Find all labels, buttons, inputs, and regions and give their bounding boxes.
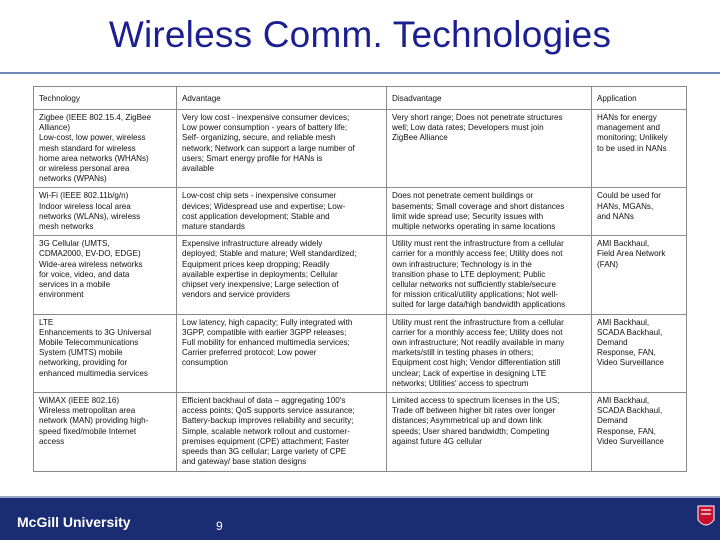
cell-text-line: SCADA Backhaul, [597,406,663,416]
cell-text-line: Carrier preferred protocol; Low power [182,348,317,358]
cell-text-line: Utility must rent the infrastructure from a cellular [392,317,564,327]
cell-text-line: distances; Asymmetrical up and down link [392,416,542,426]
table-cell-disadvantage [387,314,592,392]
header-disadvantage: Disadvantage [387,87,592,110]
cell-text-line: mesh networks [39,222,94,232]
cell-text-line: Utility must rent the infrastructure from a cellular [392,239,564,249]
cell-text-line: AMI Backhaul, [597,239,650,249]
cell-text-line: Efficient backhaul of data – aggregating 100's [182,396,346,406]
table-header-row [34,87,687,110]
cell-text-line: available [182,164,214,174]
cell-text-line: Low latency, high capacity; Fully integrated with [182,317,353,327]
university-crest-icon [692,498,720,540]
cell-text-line: transition phase to LTE deployment; Public [392,269,546,279]
cell-text-line: monitoring; Unlikely [597,133,668,143]
table-cell-application [592,236,687,314]
cell-text-line: Very low cost - inexpensive consumer devices; [182,113,350,122]
cell-text-line: Indoor wireless local area [39,201,131,211]
cell-text-line: suited for large data/high bandwidth applications [392,300,566,310]
cell-text-line: environment [39,290,84,300]
cell-text-line: and gateway/ base station designs [182,457,307,467]
table-cell-technology [34,393,177,471]
cell-text-line: enhanced multimedia services [39,368,148,378]
cell-text-line: Wide-area wireless networks [39,259,143,269]
table-cell-disadvantage [387,393,592,471]
table-cell-application [592,314,687,392]
cell-text-line: networks (WPANs) [39,174,107,184]
cell-text-line: own infrastructure; Technology is in the [392,259,532,269]
cell-text-line: access points; QoS supports service assurance; [182,406,355,416]
cell-text-line: Demand [597,416,628,426]
cell-text-line: cost application development; Stable and [182,211,330,221]
table-row [34,236,687,314]
cell-text-line: multiple networks operating in same locations [392,222,556,232]
table-cell-technology [34,188,177,236]
cell-text-line: Response, FAN, [597,426,656,436]
table-cell-advantage [177,236,387,314]
cell-text-line: Demand [597,338,628,348]
cell-text-line: Limited access to spectrum licenses in the US; [392,396,560,406]
cell-text-line: Alliance) [39,123,71,133]
cell-text-line: Equipment prices keep dropping; Readily [182,259,330,269]
table-cell-application [592,393,687,471]
cell-text-line: System (UMTS) mobile [39,348,123,358]
cell-text-line: mature standards [182,222,245,232]
cell-text-line: Video Surveillance [597,436,664,446]
cell-text-line: deployed; Stable and mature; Well standardized; [182,249,357,259]
cell-text-line: Could be used for [597,191,661,201]
cell-text-line: Self- organizing, secure, and reliable mesh [182,133,336,143]
slide-title: Wireless Comm. Technologies [108,14,612,55]
cell-text-line: ZigBee Alliance [392,133,448,143]
cell-text-line: Battery-backup improves reliability and security; [182,416,354,426]
cell-text-line: or wireless personal area [39,164,130,174]
cell-text-line: Wi-Fi (IEEE 802.11b/g/n) [39,191,129,201]
cell-text-line: network (MAN) providing high- [39,416,149,426]
cell-text-line: Simple, scalable network rollout and customer- [182,426,350,436]
cell-text-line: Low power consumption - years of battery life; [182,123,348,133]
cell-text-line: for mission critical/utility applications; Not well- [392,290,558,300]
header-technology: Technology [34,87,177,110]
cell-text-line: (FAN) [597,259,619,269]
header-application: Application [592,87,687,110]
table-cell-technology [34,314,177,392]
cell-text-line: markets/still in testing phases in others; [392,348,534,358]
cell-text-line: chipset very inexpensive; Large selection of [182,280,339,290]
cell-text-line: AMI Backhaul, [597,396,650,406]
table-cell-technology [34,236,177,314]
cell-text-line: Response, FAN, [597,348,656,358]
cell-text-line: to be used in NANs [597,143,667,153]
cell-text-line: Mobile Telecommunications [39,338,139,348]
cell-text-line: networks; Utilities' access to spectrum [392,378,529,388]
cell-text-line: Equipment cost high; Vendor differentiation still [392,358,561,368]
table-row [34,393,687,471]
cell-text-line: well; Low data rates; Developers must join [392,123,544,133]
cell-text-line: Low-cost, low power, wireless [39,133,146,143]
cell-text-line: Enhancements to 3G Universal [39,327,152,337]
table-cell-disadvantage [387,236,592,314]
table-cell-advantage [177,188,387,236]
cell-text-line: WiMAX (IEEE 802.16) [39,396,120,406]
cell-text-line: 3G Cellular (UMTS, [39,239,110,249]
cell-text-line: limit wide spread use; Security issues with [392,211,544,221]
cell-text-line: consumption [182,358,228,368]
header-advantage: Advantage [177,87,387,110]
page-number: 9 [216,519,223,533]
cell-text-line: users; Smart energy profile for HANs is [182,153,323,163]
cell-text-line: home area networks (WHANs) [39,153,149,163]
table-cell-disadvantage [387,188,592,236]
footer-organization: McGill University [17,514,131,530]
table-cell-application [592,188,687,236]
cell-text-line: available expertise in deployments; Cellular [182,269,338,279]
cell-text-line: for voice, video, and data [39,269,130,279]
cell-text-line: HANs, MGANs, [597,201,654,211]
cell-text-line: against future 4G cellular [392,436,482,446]
cell-text-line: networks (WLANs), wireless [39,211,141,221]
cell-text-line: Field Area Network [597,249,666,259]
cell-text-line: Zigbee (IEEE 802.15.4, ZigBee [39,113,152,122]
cell-text-line: CDMA2000, EV-DO, EDGE) [39,249,141,259]
cell-text-line: network; Network can support a large number of [182,143,355,153]
cell-text-line: cellular networks not sufficiently stable/secure [392,280,557,290]
cell-text-line: devices; Widespread use and expertise; Low- [182,201,346,211]
cell-text-line: AMI Backhaul, [597,317,650,327]
table-row [34,188,687,236]
cell-text-line: basements; Small coverage and short distances [392,201,565,211]
cell-text-line: access [39,436,65,446]
cell-text-line: premises equipment (CPE) attachment; Faster [182,436,349,446]
cell-text-line: services in a mobile [39,280,111,290]
cell-text-line: Trade off between higher bit rates over longer [392,406,556,416]
cell-text-line: LTE [39,317,54,327]
table-cell-technology [34,110,177,188]
cell-text-line: Low-cost chip sets - inexpensive consumer [182,191,337,201]
cell-text-line: and NANs [597,211,634,221]
cell-text-line: speeds than 3G cellular; Large variety of CPE [182,447,347,457]
cell-text-line: unclear; Lack of expertise in designing LTE [392,368,547,378]
cell-text-line: carrier for a monthly access fee; Utility does not [392,327,563,337]
cell-text-line: speed fixed/mobile Internet [39,426,137,436]
table-row [34,314,687,392]
technology-comparison-table [33,86,687,472]
table-cell-application [592,110,687,188]
cell-text-line: Very short range; Does not penetrate structures [392,113,563,122]
cell-text-line: carrier for a monthly access fee; Utility does not [392,249,563,259]
cell-text-line: Wireless metropolitan area [39,406,136,416]
cell-text-line: mesh standard for wireless [39,143,136,153]
cell-text-line: 3GPP, compatible with earlier 3GPP releases; [182,327,347,337]
table-cell-advantage [177,110,387,188]
cell-text-line: Does not penetrate cement buildings or [392,191,534,201]
table-cell-advantage [177,393,387,471]
cell-text-line: vendors and service providers [182,290,290,300]
title-divider [0,72,720,74]
cell-text-line: management and [597,123,660,133]
cell-text-line: Expensive infrastructure already widely [182,239,323,249]
cell-text-line: own infrastructure; Not readily available in many [392,338,565,348]
table-cell-advantage [177,314,387,392]
cell-text-line: SCADA Backhaul, [597,327,663,337]
cell-text-line: HANs for energy [597,113,657,122]
cell-text-line: networking, providing for [39,358,128,368]
table-cell-disadvantage [387,110,592,188]
cell-text-line: Video Surveillance [597,358,664,368]
table-row [34,110,687,188]
cell-text-line: Full mobility for enhanced multimedia services; [182,338,350,348]
cell-text-line: speeds; User shared bandwidth; Competing [392,426,550,436]
table-body [34,110,687,472]
